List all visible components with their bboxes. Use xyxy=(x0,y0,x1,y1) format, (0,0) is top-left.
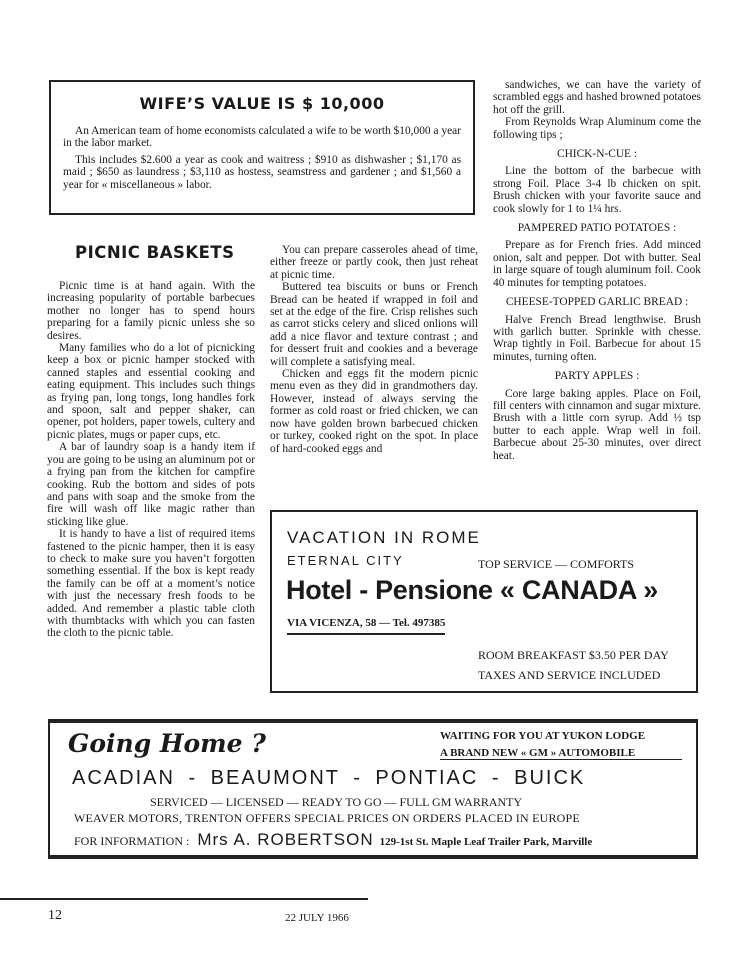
picnic-column-1 xyxy=(47,240,255,640)
picnic-column-3 xyxy=(493,79,701,462)
wife-value-paragraph-1: An American team of home economists calculated a wife to be worth $10,000 a year in the labor market. xyxy=(63,125,461,150)
car-ad-waiting-line-2: A BRAND NEW « GM » AUTOMOBILE xyxy=(440,747,682,760)
car-brands: ACADIAN - BEAUMONT - PONTIAC - BUICK xyxy=(72,767,586,789)
car-ad-services: SERVICED — LICENSED — READY TO GO — FULL GM WARRANTY xyxy=(150,795,523,809)
car-ad-top-rule xyxy=(50,719,696,723)
hotel-ad-subheadline: ETERNAL CITY xyxy=(287,553,404,568)
hotel-taxes: TAXES AND SERVICE INCLUDED xyxy=(478,668,661,682)
recipe-title: CHEESE-TOPPED GARLIC BREAD : xyxy=(505,296,689,309)
hotel-ad xyxy=(270,510,698,693)
picnic-paragraph: Chicken and eggs fit the modern picnic menu even as they did in grandmothers day. However, instead of always serving the former as cold roast or fried chicken, we can now have golden brown barbecued chicken or turkey, cooked right on the spot. In place of hard-cooked eggs and xyxy=(270,368,478,455)
wife-value-paragraph-2: This includes $2.600 a year as cook and waitress ; $910 as dishwasher ; $1,170 as maid ; $650 as laundress ; $3,110 as hostess, seamstress and gardener ; and $1,560 a year for « miscellaneous » labor. xyxy=(63,153,461,191)
wife-value-box xyxy=(49,80,475,215)
footer-rule xyxy=(0,898,368,900)
hotel-ad-tagline: TOP SERVICE — COMFORTS xyxy=(478,557,635,571)
hotel-address xyxy=(287,617,445,635)
car-ad-offers: WEAVER MOTORS, TRENTON OFFERS SPECIAL PRICES ON ORDERS PLACED IN EUROPE xyxy=(74,811,580,825)
wife-value-title: WIFE’S VALUE IS $ 10,000 xyxy=(139,94,385,113)
picnic-title: PICNIC BASKETS xyxy=(75,243,235,262)
hotel-name: Hotel - Pensione « CANADA » xyxy=(286,575,658,605)
hotel-address-text: VIA VICENZA, 58 — Tel. 497385 xyxy=(287,617,446,629)
picnic-paragraph: It is handy to have a list of required items fastened to the picnic hamper, then it is easy to check to make sure you haven’t forgotten something essential. If the box is kept ready the family can be off at a moment’s notice with just the necessary fresh foods to be added. And remember a plastic table cloth with thumbtacks with which you can fasten the cloth to the picnic table. xyxy=(47,528,255,640)
page-number: 12 xyxy=(48,908,62,923)
picnic-paragraph: From Reynolds Wrap Aluminum come the following tips ; xyxy=(493,116,701,141)
car-ad-info-label: FOR INFORMATION : xyxy=(74,834,190,848)
picnic-column-2 xyxy=(270,244,478,455)
car-ad-contact xyxy=(74,830,592,850)
recipe-title: CHICK-N-CUE : xyxy=(556,148,638,161)
recipe-title: PARTY APPLES : xyxy=(554,370,640,383)
picnic-paragraph: Picnic time is at hand again. With the increasing popularity of portable barbecues mother no longer has to spend hours preparing for a family picnic unless she so desires. xyxy=(47,280,255,342)
recipe-text: Core large baking apples. Place on Foil, fill centers with cinnamon and sugar mixture. Brush with a little corn syrup. Add ½ tsp butter to each apple. Wrap well in foil. Barbecue about 25-30 minutes, over direct heat. xyxy=(493,387,701,462)
issue-date: 22 JULY 1966 xyxy=(285,912,349,924)
recipe-text: Prepare as for French fries. Add minced onion, salt and pepper. Dot with butter. Seal in large square of tough aluminum foil. Cook 40 minutes for tempting potatoes. xyxy=(493,239,701,289)
going-home-script: Going Home ? xyxy=(68,729,266,758)
car-ad-bottom-rule xyxy=(50,855,696,859)
car-ad-contact-address: 129-1st St. Maple Leaf Trailer Park, Marville xyxy=(379,836,593,848)
picnic-paragraph: sandwiches, we can have the variety of scrambled eggs and hashed browned potatoes hot off the grill. xyxy=(493,79,701,116)
recipe-text: Line the bottom of the barbecue with strong Foil. Place 3-4 lb chicken on spit. Brush chicken with your favorite sauce and cook slowly for 1 to 1¼ hrs. xyxy=(493,165,701,215)
picnic-paragraph: Buttered tea biscuits or buns or French Bread can be heated if wrapped in foil and set at the edge of the fire. Crisp relishes such as carrot sticks celery and sliced onlions will add a nice flavor and texture contrast ; and for dessert fruit and cookies and a beverage will complete a satisfying meal. xyxy=(270,281,478,368)
picnic-paragraph: A bar of laundry soap is a handy item if you are going to be using an aluminum pot or a frying pan from the kitchen for campfire cooking. Rub the bottom and sides of pots and pans with soap and the smoke from the fire will wash off like magic rather than sticking like glue. xyxy=(47,441,255,528)
car-ad xyxy=(48,719,698,859)
picnic-paragraph: Many families who do a lot of picnicking keep a box or picnic hamper stocked with canned staples and essential cooking and eating equipment. This includes such things as frying pan, long tongs, long handles fork and spoon, salt and pepper shaker, can opener, pot holders, paper towels, cultery and picnic plates, mugs or paper cups, etc. xyxy=(47,342,255,441)
recipe-title: PAMPERED PATIO POTATOES : xyxy=(517,222,677,235)
hotel-ad-headline: VACATION IN ROME xyxy=(287,528,481,547)
picnic-paragraph: You can prepare casseroles ahead of time, either freeze or partly cook, then just reheat at picnic time. xyxy=(270,244,478,281)
car-ad-contact-name: Mrs A. ROBERTSON xyxy=(197,830,374,849)
car-ad-waiting-line-1: WAITING FOR YOU AT YUKON LODGE xyxy=(440,730,646,742)
recipe-text: Halve French Bread lengthwise. Brush with garlich butter. Sprinkle with chesse. Wrap tightly in Foil. Barbecue for about 15 minutes, turning often. xyxy=(493,313,701,363)
hotel-price: ROOM BREAKFAST $3.50 PER DAY xyxy=(478,648,669,662)
